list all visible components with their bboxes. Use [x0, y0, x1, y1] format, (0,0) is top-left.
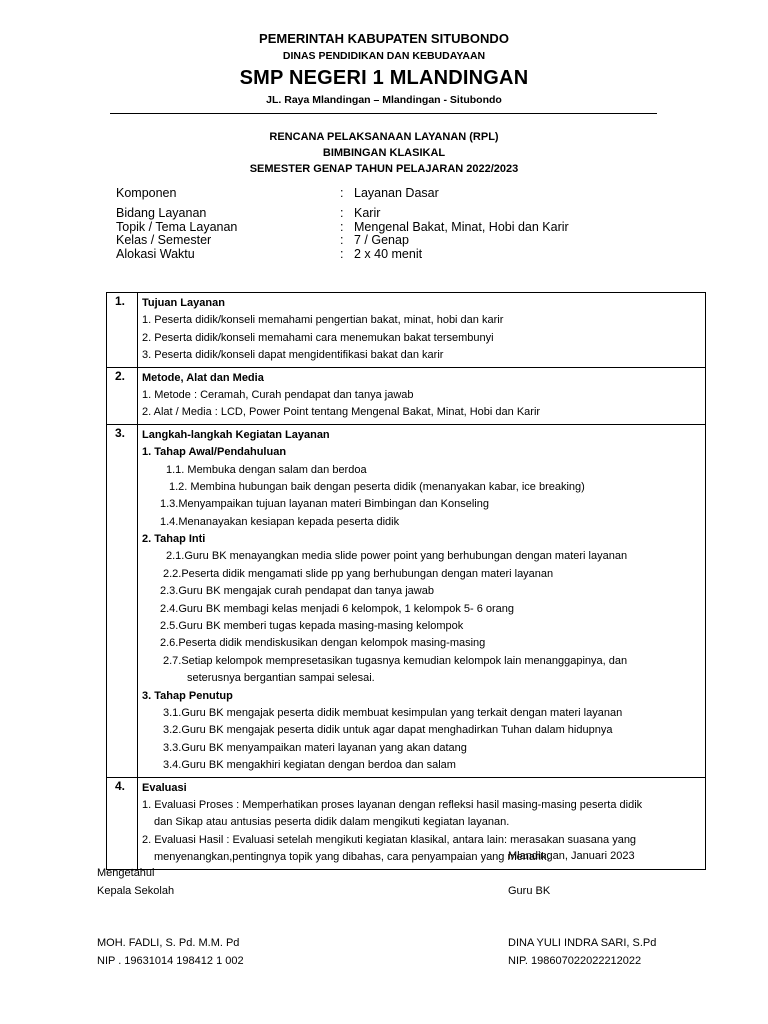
identity-key: Bidang Layanan	[116, 206, 207, 220]
identity-value: Karir	[354, 206, 381, 220]
department-name: DINAS PENDIDIKAN DAN KEBUDAYAAN	[282, 50, 486, 62]
identity-block	[116, 187, 676, 261]
list-item: 3. Peserta didik/konseli dapat mengidentifikasi bakat dan karir	[142, 349, 444, 362]
section-number: 1.	[107, 293, 138, 368]
counselor-name: DINA YULI INDRA SARI, S.Pd	[508, 937, 657, 949]
list-item: 2.4.Guru BK membagi kelas menjadi 6 kelompok, 1 kelompok 5- 6 orang	[160, 602, 515, 615]
identity-row-topik	[116, 221, 676, 235]
list-item-continuation: seterusnya bergantian sampai selesai.	[187, 672, 375, 685]
list-item: 2.6.Peserta didik mendiskusikan dengan kelompok masing-masing	[160, 637, 486, 650]
principal-nip: NIP . 19631014 198412 1 002	[97, 955, 244, 967]
list-item-continuation: dan Sikap atau antusias peserta didik dalam mengikuti kegiatan layanan.	[154, 816, 510, 829]
counselor-title: Guru BK	[508, 885, 551, 897]
section-number: 2.	[107, 367, 138, 424]
principal-name: MOH. FADLI, S. Pd. M.M. Pd	[97, 937, 240, 949]
list-item: 2. Alat / Media : LCD, Power Point tentang Mengenal Bakat, Minat, Hobi dan Karir	[142, 406, 541, 419]
section-row-tujuan	[107, 293, 706, 368]
principal-title: Kepala Sekolah	[97, 885, 175, 897]
identity-colon: :	[340, 219, 344, 234]
identity-row-kelas	[116, 234, 676, 248]
list-item: 2.1.Guru BK menayangkan media slide power point yang berhubungan dengan materi layanan	[166, 550, 628, 563]
section-heading: Tujuan Layanan	[142, 297, 225, 309]
section-content	[138, 367, 706, 424]
stage-heading: 1. Tahap Awal/Pendahuluan	[142, 446, 287, 459]
identity-row-alokasi	[116, 248, 676, 262]
identity-value: Mengenal Bakat, Minat, Hobi dan Karir	[354, 219, 569, 234]
title-line-2: BIMBINGAN KLASIKAL	[322, 147, 446, 159]
list-item-continuation: menyenangkan,pentingnya topik yang dibahas, cara penyampaian yang menarik.	[154, 851, 550, 864]
list-item: 1. Peserta didik/konseli memahami pengertian bakat, minat, hobi dan karir	[142, 314, 504, 327]
letterhead-divider	[110, 113, 657, 114]
document-title	[0, 129, 768, 177]
stage-heading: 2. Tahap Inti	[142, 533, 206, 546]
list-item: 3.2.Guru BK mengajak peserta didik untuk agar dapat menghadirkan Tuhan dalam hidupnya	[163, 724, 613, 737]
section-number: 4.	[107, 777, 138, 869]
section-heading: Evaluasi	[142, 781, 187, 794]
identity-value: 7 / Genap	[354, 233, 409, 247]
list-item: 2. Evaluasi Hasil : Evaluasi setelah mengikuti kegiatan klasikal, antara lain: merasakan suasana yang	[142, 833, 637, 846]
section-content	[138, 293, 706, 368]
list-item: 3.1.Guru BK mengajak peserta didik membuat kesimpulan yang terkait dengan materi layanan	[163, 706, 623, 719]
list-item: 1. Evaluasi Proses : Memperhatikan proses layanan dengan refleksi hasil masing-masing peserta didik	[142, 798, 643, 811]
identity-row-komponen	[116, 187, 676, 207]
government-name: PEMERINTAH KABUPATEN SITUBONDO	[259, 31, 509, 46]
stage-heading: 3. Tahap Penutup	[142, 689, 233, 702]
section-number: 3.	[107, 424, 138, 777]
identity-colon: :	[340, 206, 344, 220]
section-heading: Langkah-langkah Kegiatan Layanan	[142, 428, 330, 441]
section-content	[138, 424, 706, 777]
acknowledged-label: Mengetahui	[97, 867, 155, 879]
list-item: 1.3.Menyampaikan tujuan layanan materi Bimbingan dan Konseling	[160, 498, 489, 511]
list-item: 1.4.Menanayakan kesiapan kepada peserta didik	[160, 515, 400, 528]
identity-value: 2 x 40 menit	[354, 246, 423, 261]
list-item: 2.2.Peserta didik mengamati slide pp yang berhubungan dengan materi layanan	[163, 567, 554, 580]
identity-key: Komponen	[116, 186, 177, 200]
letterhead	[0, 30, 768, 108]
title-line-3: SEMESTER GENAP TAHUN PELAJARAN 2022/2023	[249, 163, 519, 175]
identity-row-bidang	[116, 207, 676, 221]
section-row-metode	[107, 367, 706, 424]
school-address: JL. Raya Mlandingan – Mlandingan - Situbondo	[266, 94, 502, 106]
list-item: 1. Metode : Ceramah, Curah pendapat dan tanya jawab	[142, 388, 414, 401]
list-item: 2.5.Guru BK memberi tugas kepada masing-masing kelompok	[160, 620, 464, 633]
school-name: SMP NEGERI 1 MLANDINGAN	[239, 67, 529, 89]
identity-colon: :	[340, 233, 344, 247]
list-item: 1.2. Membina hubungan baik dengan peserta didik (menanyakan kabar, ice breaking)	[169, 480, 585, 493]
section-row-langkah	[107, 424, 706, 777]
identity-key: Alokasi Waktu	[116, 246, 195, 261]
counselor-nip: NIP. 198607022022212022	[508, 955, 642, 967]
list-item: 1.1. Membuka dengan salam dan berdoa	[166, 463, 367, 476]
list-item: 2.7.Setiap kelompok mempresetasikan tugasnya kemudian kelompok lain menanggapinya, dan	[163, 654, 628, 667]
identity-key: Topik / Tema Layanan	[116, 219, 238, 234]
title-line-1: RENCANA PELAKSANAAN LAYANAN (RPL)	[269, 131, 499, 143]
list-item: 2. Peserta didik/konseli memahami cara menemukan bakat tersembunyi	[142, 331, 494, 344]
list-item: 2.3.Guru BK mengajak curah pendapat dan tanya jawab	[160, 585, 434, 598]
identity-key: Kelas / Semester	[116, 233, 212, 247]
identity-colon: :	[340, 246, 344, 261]
place-date: Mlandingan, Januari 2023	[508, 850, 635, 862]
list-item: 3.4.Guru BK mengakhiri kegiatan dengan berdoa dan salam	[163, 759, 456, 772]
identity-colon: :	[340, 186, 344, 200]
identity-value: Layanan Dasar	[354, 186, 439, 200]
list-item: 3.3.Guru BK menyampaikan materi layanan yang akan datang	[163, 741, 467, 754]
section-heading: Metode, Alat dan Media	[142, 371, 264, 384]
rpl-table	[106, 292, 706, 870]
